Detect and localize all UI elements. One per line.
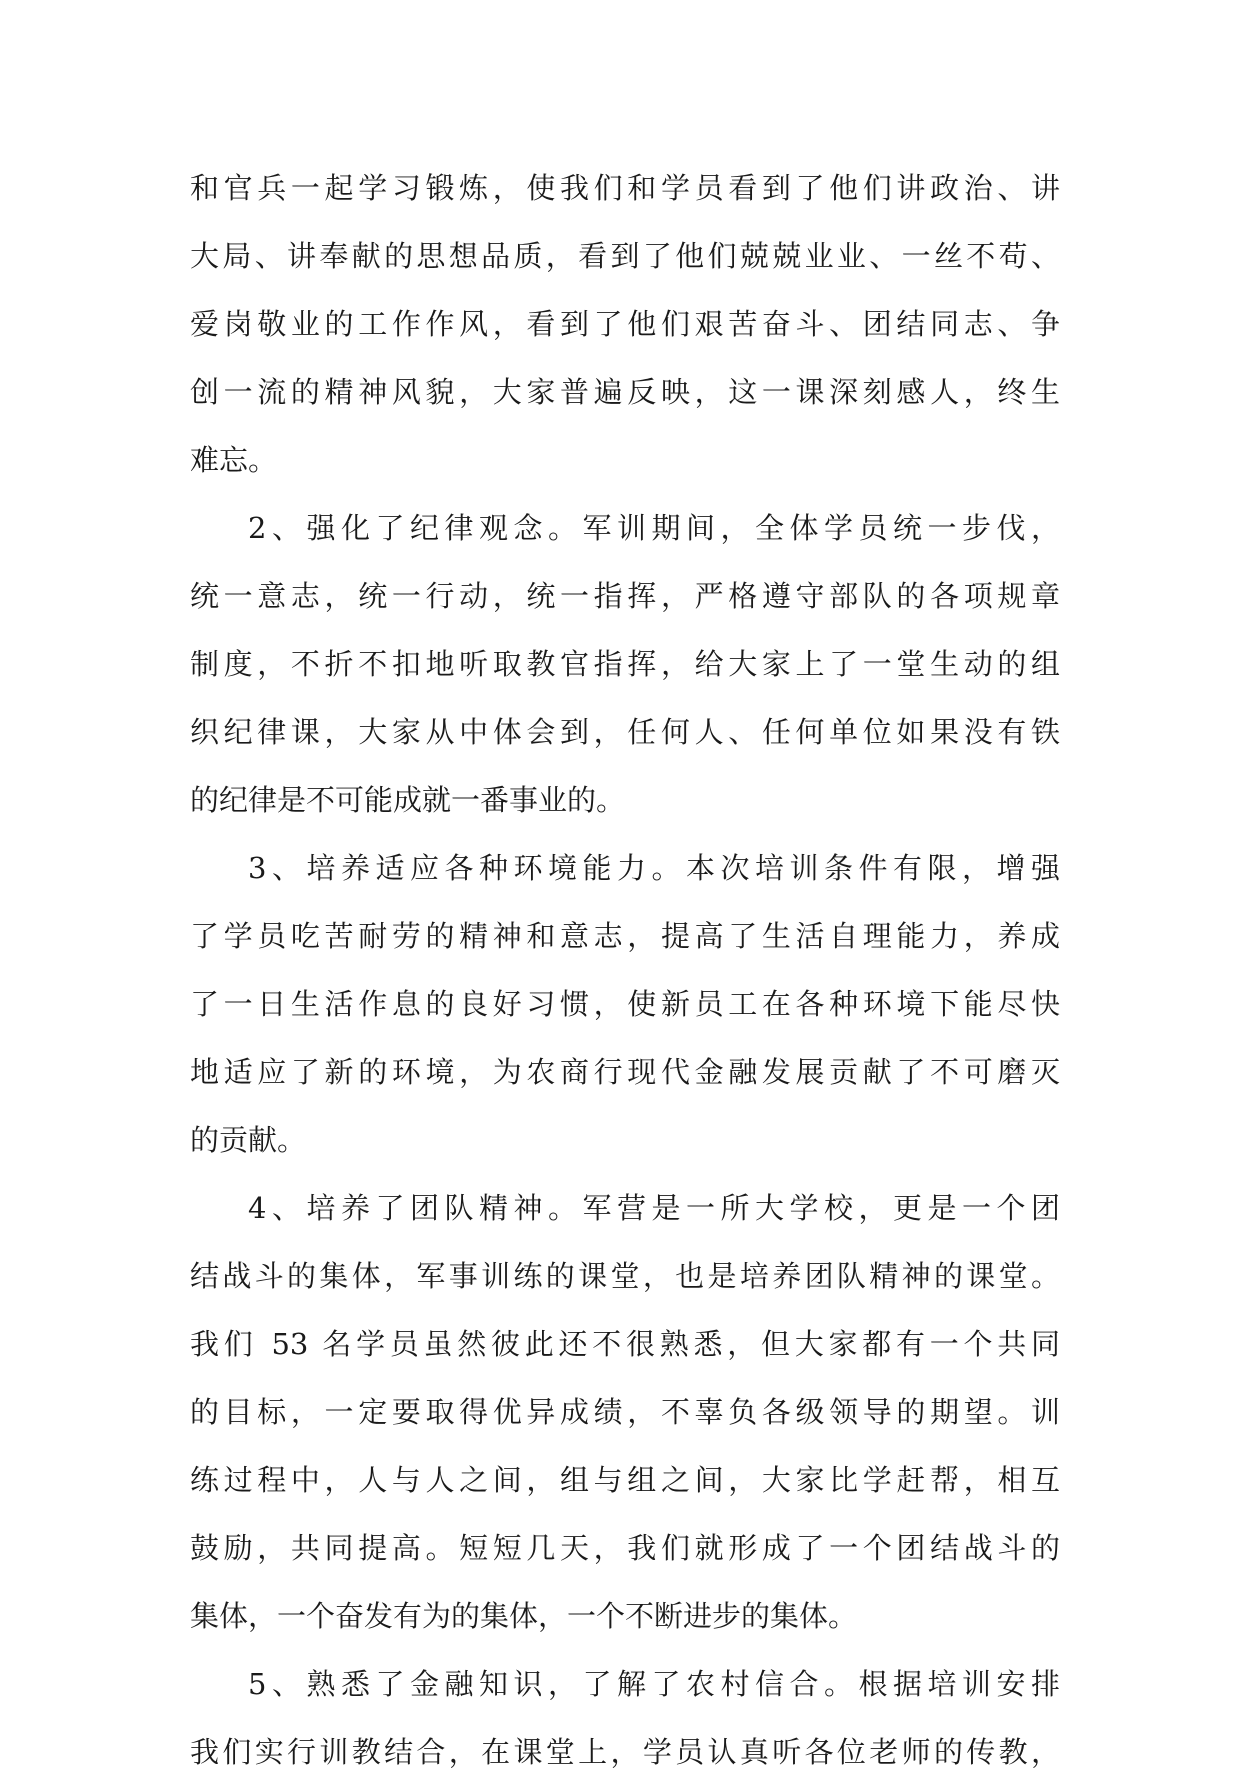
paragraph: [190, 1650, 1060, 1786]
text-line: 2、强化了纪律观念。军训期间，全体学员统一步伐，: [248, 511, 1060, 545]
text-line: 练过程中，人与人之间，组与组之间，大家比学赶帮，相互: [190, 1463, 1060, 1497]
paragraph: [190, 494, 1060, 834]
text-line: 创一流的精神风貌，大家普遍反映，这一课深刻感人，终生: [190, 375, 1060, 409]
text-line: 了学员吃苦耐劳的精神和意志，提高了生活自理能力，养成: [190, 919, 1060, 953]
text-line: 难忘。: [190, 443, 278, 477]
text-line: 的目标，一定要取得优异成绩，不辜负各级领导的期望。训: [190, 1395, 1060, 1429]
text-line: 我们 53 名学员虽然彼此还不很熟悉，但大家都有一个共同: [190, 1327, 1060, 1361]
text-line: 鼓励，共同提高。短短几天，我们就形成了一个团结战斗的: [190, 1531, 1060, 1565]
text-line: 的贡献。: [190, 1123, 307, 1157]
text-line: 3、培养适应各种环境能力。本次培训条件有限，增强: [248, 851, 1060, 885]
text-line: 的纪律是不可能成就一番事业的。: [190, 783, 626, 817]
text-line: 爱岗敬业的工作作风，看到了他们艰苦奋斗、团结同志、争: [190, 307, 1060, 341]
text-line: 和官兵一起学习锻炼，使我们和学员看到了他们讲政治、讲: [190, 171, 1060, 205]
text-line: 织纪律课，大家从中体会到，任何人、任何单位如果没有铁: [190, 715, 1060, 749]
text-line: 4、培养了团队精神。军营是一所大学校，更是一个团: [248, 1191, 1060, 1225]
text-line: 大局、讲奉献的思想品质，看到了他们兢兢业业、一丝不苟、: [190, 239, 1060, 273]
document-body: [190, 154, 1060, 1786]
paragraph: [190, 1174, 1060, 1650]
text-line: 统一意志，统一行动，统一指挥，严格遵守部队的各项规章: [190, 579, 1060, 613]
text-line: 集体，一个奋发有为的集体，一个不断进步的集体。: [190, 1599, 858, 1633]
text-line: 我们实行训教结合，在课堂上，学员认真听各位老师的传教，: [190, 1735, 1060, 1769]
paragraph: [190, 154, 1060, 494]
text-line: 制度，不折不扣地听取教官指挥，给大家上了一堂生动的组: [190, 647, 1060, 681]
text-line: 结战斗的集体，军事训练的课堂，也是培养团队精神的课堂。: [190, 1259, 1060, 1293]
text-line: 了一日生活作息的良好习惯，使新员工在各种环境下能尽快: [190, 987, 1060, 1021]
text-line: 地适应了新的环境，为农商行现代金融发展贡献了不可磨灭: [190, 1055, 1060, 1089]
paragraph: [190, 834, 1060, 1174]
text-line: 5、熟悉了金融知识，了解了农村信合。根据培训安排: [248, 1667, 1060, 1701]
